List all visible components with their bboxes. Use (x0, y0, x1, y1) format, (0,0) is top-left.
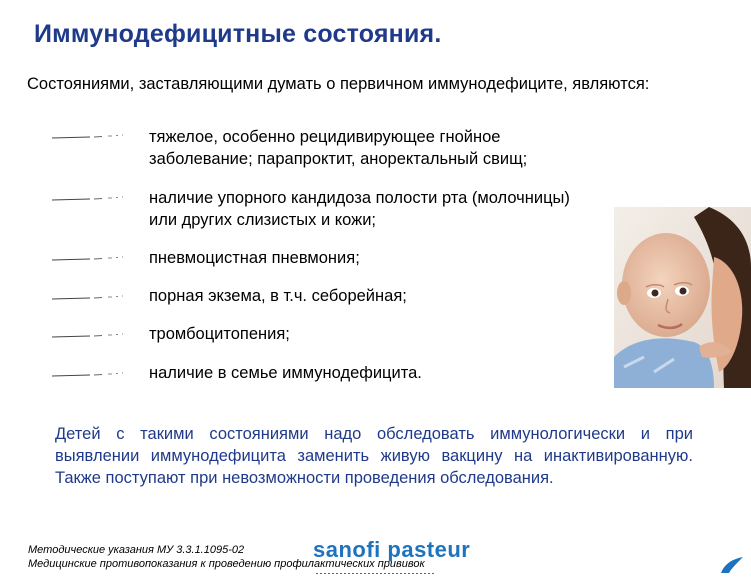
footer-line: Медицинские противопоказания к проведению профилактических прививок (28, 558, 425, 570)
list-item (149, 187, 629, 231)
dash-line-icon (50, 292, 128, 302)
page-title: Иммунодефицитные состояния. (34, 20, 442, 48)
dash-line-icon (50, 369, 128, 379)
list-item (149, 126, 629, 170)
list-item (149, 285, 629, 307)
list-item-line: порная экзема, в т.ч. себорейная; (149, 287, 407, 305)
recommendation-note: Детей с такими состояниями надо обследовать иммунологически и при выявлении иммунодефицита заменить живую вакцину на инактивированную. Также поступают при невозможности проведения обследования. (55, 425, 693, 487)
list-item-line: наличие упорного кандидоза полости рта (молочницы) (149, 189, 570, 207)
footer-line: Методические указания МУ 3.3.1.1095-02 (28, 544, 245, 556)
intro-text: Состояниями, заставляющими думать о первичном иммунодефиците, являются: (27, 75, 650, 93)
list-item-line: или других слизистых и кожи; (149, 211, 376, 229)
list-item-line: наличие в семье иммунодефицита. (149, 364, 422, 382)
list-item-line: тромбоцитопения; (149, 325, 290, 343)
list-item (149, 323, 629, 345)
list-item (149, 362, 629, 384)
child-photo-icon (614, 207, 751, 388)
dash-line-icon (50, 253, 128, 263)
corner-logo-icon (719, 555, 745, 575)
list-item-line: тяжелое, особенно рецидивирующее гнойное (149, 128, 501, 146)
logo-underline (316, 562, 436, 565)
sanofi-pasteur-logo: sanofi pasteur (313, 537, 471, 562)
list-item (149, 247, 629, 269)
list-item-line: пневмоцистная пневмония; (149, 249, 360, 267)
dash-line-icon (50, 193, 128, 203)
dash-line-icon (50, 330, 128, 340)
dash-line-icon (50, 131, 128, 141)
list-item-line: заболевание; парапроктит, аноректальный свищ; (149, 150, 528, 168)
